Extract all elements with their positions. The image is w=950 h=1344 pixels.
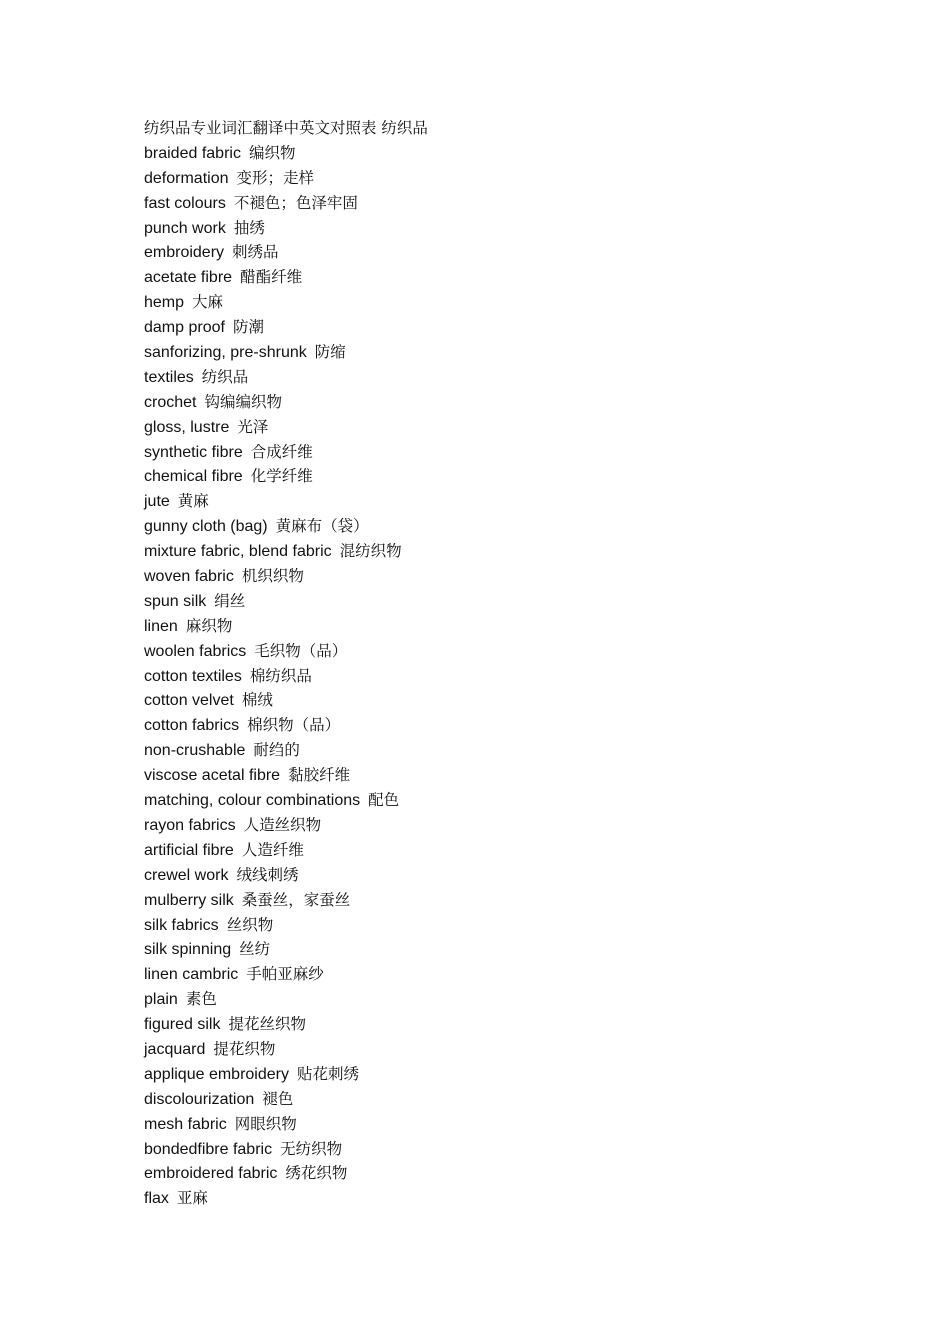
term-english: deformation — [144, 169, 229, 187]
glossary-entry — [144, 440, 904, 465]
term-english: applique embroidery — [144, 1065, 289, 1083]
glossary-entry — [144, 1112, 904, 1137]
glossary-entry — [144, 813, 904, 838]
term-english: sanforizing, pre-shrunk — [144, 344, 307, 362]
term-chinese: 抽绣 — [233, 218, 265, 237]
term-english: linen cambric — [144, 966, 239, 984]
term-english: embroidery — [144, 244, 225, 262]
term-english: fast colours — [144, 194, 226, 212]
term-english: linen — [144, 617, 178, 635]
term-chinese: 毛织物（品） — [254, 641, 348, 660]
term-english: mixture fabric, blend fabric — [144, 543, 332, 561]
glossary-entry — [144, 639, 904, 664]
term-english: plain — [144, 991, 178, 1009]
glossary-entry — [144, 191, 904, 216]
term-english: discolourization — [144, 1090, 255, 1108]
term-chinese: 大麻 — [192, 293, 224, 312]
term-english: chemical fibre — [144, 468, 243, 486]
term-chinese: 提花织物 — [213, 1039, 276, 1058]
term-chinese: 耐绉的 — [253, 741, 300, 760]
glossary-entry — [144, 1037, 904, 1062]
term-english: spun silk — [144, 592, 207, 610]
term-english: cotton fabrics — [144, 717, 240, 735]
glossary-entry — [144, 788, 904, 813]
term-chinese: 褪色 — [262, 1089, 294, 1108]
glossary-entry — [144, 664, 904, 689]
term-english: mulberry silk — [144, 891, 234, 909]
term-english: bondedfibre fabric — [144, 1140, 273, 1158]
term-english: silk spinning — [144, 941, 232, 959]
term-chinese: 桑蚕丝，家蚕丝 — [241, 890, 351, 909]
glossary-entry — [144, 937, 904, 962]
term-chinese: 光泽 — [237, 417, 269, 436]
glossary-entry — [144, 365, 904, 390]
glossary-entry — [144, 141, 904, 166]
term-chinese: 提花丝织物 — [228, 1015, 306, 1034]
term-english: non-crushable — [144, 742, 246, 760]
term-english: rayon fabrics — [144, 816, 236, 834]
term-chinese: 丝纺 — [239, 940, 271, 959]
glossary-entry — [144, 265, 904, 290]
term-english: woven fabric — [144, 568, 234, 586]
term-english: gunny cloth (bag) — [144, 518, 268, 536]
glossary-entry — [144, 763, 904, 788]
term-chinese: 棉织物（品） — [247, 716, 341, 735]
term-english: figured silk — [144, 1016, 221, 1034]
glossary-entry — [144, 290, 904, 315]
glossary-list — [144, 141, 904, 1211]
term-english: synthetic fibre — [144, 443, 243, 461]
glossary-entry — [144, 1137, 904, 1162]
term-english: crewel work — [144, 866, 229, 884]
term-chinese: 网眼织物 — [234, 1114, 297, 1133]
glossary-entry — [144, 1012, 904, 1037]
term-english: silk fabrics — [144, 916, 219, 934]
glossary-entry — [144, 713, 904, 738]
glossary-entry — [144, 888, 904, 913]
glossary-entry — [144, 464, 904, 489]
term-chinese: 黏胶纤维 — [288, 766, 351, 785]
term-english: hemp — [144, 294, 185, 312]
glossary-entry — [144, 1186, 904, 1211]
glossary-entry — [144, 415, 904, 440]
term-english: jute — [144, 493, 170, 511]
term-chinese: 混纺织物 — [339, 542, 402, 561]
document-title: 纺织品专业词汇翻译中英文对照表 纺织品 — [144, 119, 428, 137]
glossary-entry — [144, 315, 904, 340]
term-chinese: 不褪色；色泽牢固 — [233, 193, 358, 212]
term-english: jacquard — [144, 1040, 206, 1058]
glossary-entry — [144, 340, 904, 365]
glossary-entry — [144, 738, 904, 763]
term-english: woolen fabrics — [144, 642, 247, 660]
term-chinese: 编织物 — [248, 143, 296, 162]
glossary-entry — [144, 1161, 904, 1186]
term-english: cotton velvet — [144, 692, 234, 710]
term-chinese: 黄麻 — [177, 492, 209, 511]
term-english: textiles — [144, 368, 194, 386]
glossary-entry — [144, 838, 904, 863]
term-chinese: 麻织物 — [185, 616, 233, 635]
term-english: artificial fibre — [144, 841, 234, 859]
term-english: viscose acetal fibre — [144, 767, 281, 785]
term-english: gloss, lustre — [144, 418, 230, 436]
glossary-entry — [144, 863, 904, 888]
glossary-content — [144, 116, 904, 1211]
glossary-entry — [144, 216, 904, 241]
term-english: acetate fibre — [144, 269, 233, 287]
glossary-entry — [144, 962, 904, 987]
term-chinese: 绢丝 — [214, 591, 246, 610]
glossary-entry — [144, 1062, 904, 1087]
glossary-entry — [144, 1087, 904, 1112]
term-chinese: 防缩 — [314, 343, 346, 362]
term-chinese: 手帕亚麻纱 — [246, 965, 324, 984]
term-chinese: 人造纤维 — [241, 840, 304, 859]
glossary-entry — [144, 390, 904, 415]
term-english: flax — [144, 1190, 169, 1208]
term-english: cotton textiles — [144, 667, 242, 685]
term-chinese: 素色 — [185, 990, 217, 1009]
glossary-entry — [144, 514, 904, 539]
glossary-entry — [144, 166, 904, 191]
term-english: mesh fabric — [144, 1115, 227, 1133]
glossary-entry — [144, 489, 904, 514]
term-chinese: 棉纺织品 — [249, 666, 312, 685]
term-chinese: 钩编编织物 — [204, 392, 282, 411]
term-chinese: 绒线刺绣 — [236, 865, 299, 884]
term-chinese: 无纺织物 — [280, 1139, 343, 1158]
glossary-entry — [144, 913, 904, 938]
glossary-entry — [144, 987, 904, 1012]
glossary-entry — [144, 688, 904, 713]
term-chinese: 黄麻布（袋） — [275, 517, 369, 536]
term-chinese: 丝织物 — [226, 915, 274, 934]
term-english: embroidered fabric — [144, 1165, 278, 1183]
term-chinese: 刺绣品 — [232, 243, 279, 262]
term-english: braided fabric — [144, 144, 241, 162]
term-chinese: 机织织物 — [241, 567, 304, 586]
term-english: crochet — [144, 393, 197, 411]
term-chinese: 防潮 — [232, 318, 264, 337]
glossary-entry — [144, 564, 904, 589]
glossary-entry — [144, 589, 904, 614]
term-chinese: 变形；走样 — [236, 168, 315, 187]
term-chinese: 合成纤维 — [250, 442, 313, 461]
glossary-entry — [144, 614, 904, 639]
glossary-entry — [144, 539, 904, 564]
term-chinese: 亚麻 — [176, 1189, 208, 1208]
glossary-entry — [144, 240, 904, 265]
term-chinese: 纺织品 — [201, 367, 249, 386]
term-chinese: 人造丝织物 — [243, 815, 322, 834]
term-chinese: 醋酯纤维 — [240, 268, 303, 287]
term-chinese: 棉绒 — [241, 691, 273, 710]
term-chinese: 贴花刺绣 — [296, 1064, 359, 1083]
term-chinese: 绣花织物 — [285, 1164, 348, 1183]
term-chinese: 化学纤维 — [250, 467, 313, 486]
term-english: matching, colour combinations — [144, 792, 361, 810]
term-english: damp proof — [144, 319, 225, 337]
term-chinese: 配色 — [368, 791, 400, 810]
term-english: punch work — [144, 219, 226, 237]
